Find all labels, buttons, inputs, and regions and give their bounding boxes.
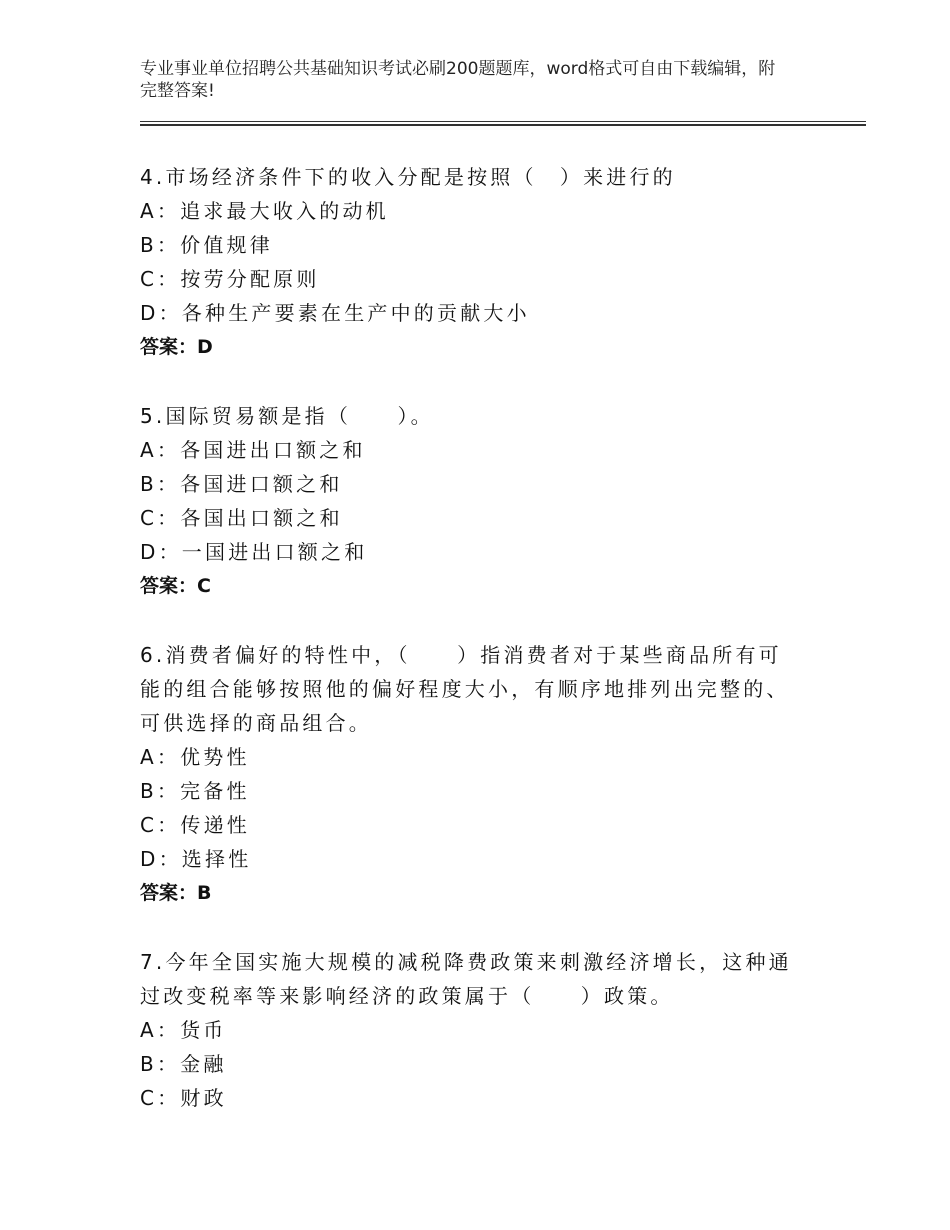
question-stem: 6.消费者偏好的特性中，（ ）指消费者对于某些商品所有可能的组合能够按照他的偏好程度大小，有顺序地排列出完整的、可供选择的商品组合。 — [140, 643, 790, 735]
option-a: A：追求最大收入的动机 — [140, 199, 389, 223]
question-5 — [140, 399, 800, 603]
question-4 — [140, 160, 800, 364]
option-a: A：优势性 — [140, 745, 250, 769]
option-b: B：价值规律 — [140, 233, 273, 257]
option-c: C：财政 — [140, 1086, 227, 1110]
question-stem: 5.国际贸易额是指（ ）。 — [140, 404, 434, 428]
question-stem: 4.市场经济条件下的收入分配是按照（ ）来进行的 — [140, 165, 676, 189]
option-d: D：一国进出口额之和 — [140, 540, 368, 564]
option-a: A：各国进出口额之和 — [140, 438, 366, 462]
header-divider-thick — [140, 124, 866, 126]
question-list — [140, 160, 800, 1150]
option-b: B：各国进口额之和 — [140, 472, 343, 496]
header-divider-thin — [140, 121, 866, 122]
option-b: B：完备性 — [140, 779, 250, 803]
option-c: C：按劳分配原则 — [140, 267, 320, 291]
option-d: D：各种生产要素在生产中的贡献大小 — [140, 301, 530, 325]
answer-line: 答案：C — [140, 575, 211, 597]
option-a: A：货币 — [140, 1018, 227, 1042]
question-7 — [140, 945, 800, 1115]
option-c: C：传递性 — [140, 813, 250, 837]
option-c: C：各国出口额之和 — [140, 506, 343, 530]
question-stem: 7.今年全国实施大规模的减税降费政策来刺激经济增长，这种通过改变税率等来影响经济的政策属于（ ）政策。 — [140, 950, 792, 1008]
option-b: B：金融 — [140, 1052, 227, 1076]
option-d: D：选择性 — [140, 847, 252, 871]
answer-line: 答案：B — [140, 882, 212, 904]
document-header: 专业事业单位招聘公共基础知识考试必刷200题题库，word格式可自由下载编辑，附完整答案! — [140, 59, 776, 101]
answer-line: 答案：D — [140, 336, 213, 358]
question-6 — [140, 638, 800, 910]
